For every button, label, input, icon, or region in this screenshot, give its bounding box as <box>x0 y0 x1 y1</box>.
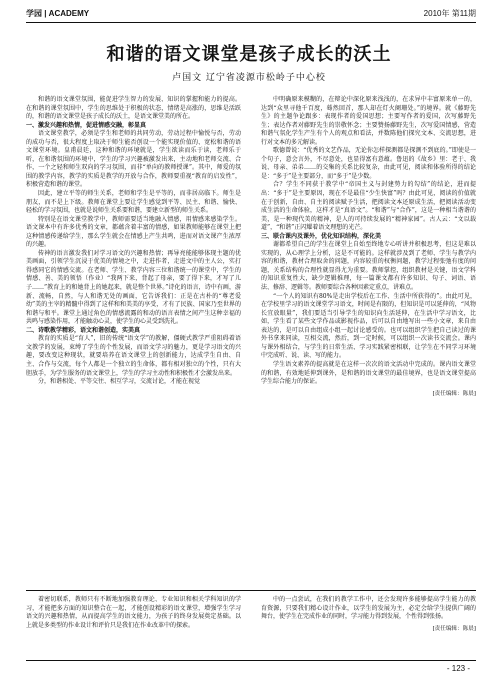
paragraph: 传神的语言激发我们对学习语文的兴趣和热情；再导亮能能够体现主题的优美画面，引领学生沉浸于优美的情境之中，走进作者，走进文中的主人公，实打得感同它的情感交流。在老师、学生、教学内容三位和谐统一的课堂中，学生的情感、善、美的领悟（作业）“我两下来，背起了母亲，要了得下来，才写了儿子……”教育上的和她背上的她起来，就是整个世界。”诗化的语言，诗中有画，游新、流畅，自然，与人和谐无处的画面，它告诉我们：正是在古朴的“尊老爱幼”美的主宰的精髓中得到了这样和和美美的享受，才有了民族、国家乃至世界的和谐与和平。课堂上通过角色的情感流露的和动的语言表情之间产生这种幸福的共鸣与感染作用，才能触动心灵，使学生的心灵受到洗礼。 <box>26 249 241 326</box>
paragraph: 特别是在语文课堂教学中，教师需要适当地融入情感，用情感来感染学生。语文课本中有许多优秀的文章，都蕴含着丰富的情感，如果教师能够在课堂上把这种情感传递给学生，那么学生就会在情感上产生共鸣，进而对语文课产生浓厚的兴趣。 <box>26 215 241 249</box>
paragraph: 谢都希望自己的学生在课堂上自始至终地专心听讲并积极思考，但这是难以实现的，从心理学上分析，这是不可能的。这样就涉及到了老师、学生与教学内容的和谐，教材合理取舍的问题，内容较重的权衡问题，教学过程张弛有度的问题，关系结构的合理性就显得尤为重要。教师掌控，组织教材是关键，语文学科的知识重复性大，缺少逻辑推理，每一篇课文都有许多知识、句子、词语、语法、修辞、逻辑等。教师要综合各种因素定重点，讲难点。 <box>261 241 476 292</box>
paragraph: 合？学生不同获于教学中“帝国主义与封建势力的勾结”的结论，进而提出：“多于”是主要原因，现在不是最佳“少生快富”吗？由此可见，阅读的价值就在于创新，自由、自主的阅读赋予生活，把阅读文本还原成生活，把阅读活动变成生活的生命体验，这样才是“真语文”。“和谐”与“合作”，这是一种相当谐谐的美，是一种现代美的精神，是人的可持续发展的“精神家园”。古人云：“文以载道”，“和谐”正闪耀着语文理想的光芒。 <box>261 181 476 232</box>
header-rule <box>26 22 476 23</box>
section-heading-1: 一、激发兴趣和热情，促进情感交融，彰显真 <box>26 121 147 129</box>
right-column <box>261 96 476 398</box>
paragraph: 中的一点尝试，在我们的教学工作中，还会发现许多能够提高学生能力的教育资源，只要我们精心设计作业，以学生的发展为主，必定会给学生提供广阔的舞台，使学生在完成作业的同时，学习能力得到发展，个性得到张扬。 <box>261 596 476 621</box>
paragraph: 中明确原来模糊的，在辩论中深化原来浅浅的，在求异中丰富原来单一的，达到“众里寻他千百度，蓦然回首，那人却在灯火阑珊处。”的境界。就《藤野先生》的主题争论跟多：表现作者的爱国思想；主要写作者的爱国，次写藤野先生；表达作者对藤野先生的崇敬怀念；主要赞扬藤野先生，次写爱国情感，营造和谐气氛化学生产生有个人的观点和看法，并数陈他们探究文本、交流思想，进行对文本的多元解读。 <box>261 96 476 146</box>
paragraph: “一个人的知识有80%是走出学校后在工作、生活中所获得的”。由此可见，在学校里学习的语文课堂学习语文，时间是有限的，但知识是可以延伸的，“风物长宜放眼量”，我们要适当引导学生的知识向生活延伸，在生活中学习语文，比如，学生看了某些文学作品或影视作品，后可以自由地写出一些小文章，来自由表达的，是可以自由组成小组一起讨论感受的。也可以组织学生把自己读过的课外书拿来同读，互相交流，然后，到一定时候，可以组织一次读书交流会。课内与课外相结合，与学生的日常生活、学习实践紧密相联，让学生在不同学习环境中完成听、说、读、写的能力。 <box>261 292 476 360</box>
paragraph: 着密切联系，教师只有不断地加强教育理论、专业知识和相关学科知识的学习，才能把多方面的知识整合在一起，才能创设精彩的语文课堂，增强学生学习语文的兴趣和热情，从而提高学生的语文能力，为孩子的终身发展奠定基础。以上就是多类型的作业设计和评价只是我们在作业改革中的探索。 <box>26 596 241 629</box>
page-header <box>26 8 476 22</box>
paragraph: 语文课堂教学，必须是学生和老师的共同劳动，劳动过程中愉悦与否，劳动的成功与否，很大程度上取决于师生能否创设一个能实现价值的、宽松和谐的语文课堂环境。皇甫晨廷，这种和谐的环境就是，学生欲读而乐于读，老师乐于听，在和谐氛围的环境中，学生的学习兴趣被激发出来，主动地和老师交流、合作，一个之轻和师生双向的学习氛围，而非“单向的教师授课”。其中，师爱的氛围的教学内容，教学的实质是教学的开放与合作，教师要重视“教育的启发性”，积极营造和谐的课堂。 <box>26 130 241 189</box>
issue-label: 2010年 第11期 <box>423 9 476 18</box>
page-number: - 123 - <box>446 664 470 673</box>
bottom-right-text <box>261 596 476 633</box>
editor-credit: [责任编辑：陈晨] <box>432 390 476 397</box>
paragraph: 学生语文素养的提高就是在这样一次次的语文活动中完成的。课内语文课堂的和谐，有效地延伸到课外，是和谐的语文课堂的最佳境界，也是语文课堂提高学生综合能力的保证。 <box>261 360 476 386</box>
left-column <box>26 96 241 387</box>
article-divider <box>26 590 476 591</box>
section-heading-2: 二、诗歌教学精彩，语文和谐创造，实美真 <box>26 326 141 334</box>
section-heading-3: 三、联合课内及课外，优化知识结构，深化美 <box>261 232 382 240</box>
paragraph: 因此，建立平等的师生关系，老师和学生是平等的，而非居高临下。师生是朋友，而不是上下级。教师在课堂上要让学生感觉到平等、民主、和谐、愉快、轻松的学习氛围，也就是说师生关系要和谐，要建立新型的师生关系。 <box>26 190 241 215</box>
paragraph: 分，和谐相处、平等交往、相互学习，交流讨论，才能在视觉 <box>38 378 201 386</box>
article-title: 和谐的语文课堂是孩子成长的沃土 <box>106 44 392 65</box>
footer-rule <box>26 660 476 661</box>
paragraph: 教育的实质是“育人”，旧的传统“语文学”的教解，僵硬式教学严重阻碍着语文教学的发展，束缚了学生的个性发展，而语文学习的魅力，更是学习语文的兴趣，要改变这种现状，就要培养在语文课堂上的创新能力，达成学生自由、自主、合作与交流，每个人都是一个独立的生命体，都有相对独立的个性，只有大胆放手，为学生服务的语文课堂上，学生的学习主动性和积极性才会激发出来。 <box>26 335 241 377</box>
editor-credit: [责任编辑：陈晨] <box>432 625 476 632</box>
paragraph: 歌德曾说：“优秀的文艺作品，无论你怎样探测都是探测不到底的。”即使是一个句子，意会言外，不尽意处，也显得富有意蕴。鲁迅的《故乡》里：老于、我说、母亲、弟弟……的交集的关系比较复杂，由此可见，阅读和体验所得的结论是：“多于”是主要部分，而“多于”是少数。 <box>261 147 476 180</box>
bottom-left-text <box>26 596 241 630</box>
journal-name: 学园 | ACADEMY <box>26 9 90 18</box>
intro-paragraph: 和谐的语文课堂氛围，能促进学生智力的发展、知识的掌握和能力的提高。在和谐的课堂氛围中，学生的思维处于积极的状态，情绪是高涨的，思维是活跃的，和谐的语文课堂是孩子成长的沃土，是语文课堂美的所在。 <box>26 96 241 121</box>
article-authors: 卢国文 辽宁省凌源市松岭子中心校 <box>172 73 326 83</box>
